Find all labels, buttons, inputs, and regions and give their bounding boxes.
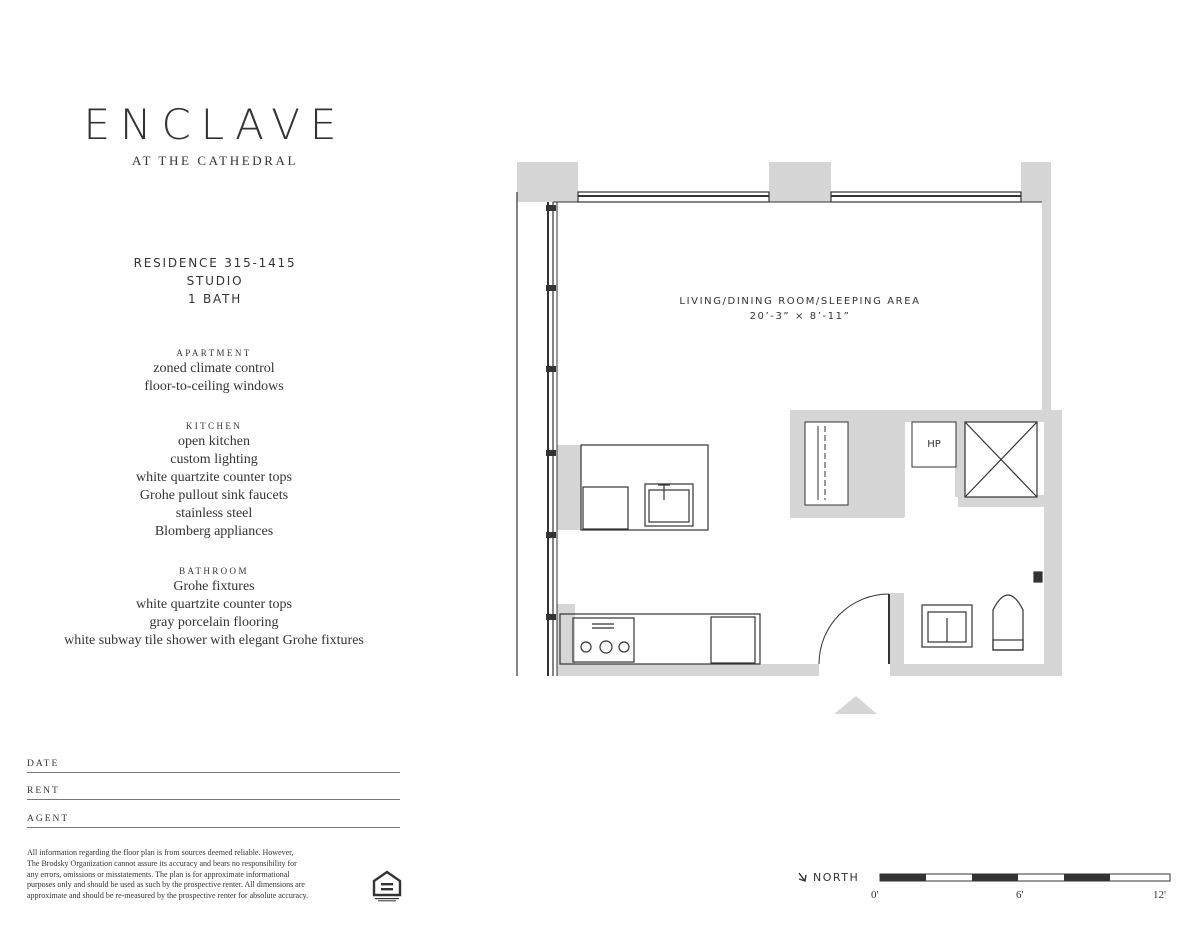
exterior-wall bbox=[1044, 410, 1062, 676]
feature-item: stainless steel bbox=[175, 506, 253, 521]
residence-number: RESIDENCE 315-1415 bbox=[133, 256, 297, 270]
entry-arrow-icon bbox=[834, 696, 877, 714]
feature-item: zoned climate control bbox=[153, 361, 275, 376]
exterior-wall bbox=[1042, 202, 1051, 412]
north-label: NORTH bbox=[813, 871, 860, 884]
disclaimer-line: All information regarding the floor plan is from sources deemed reliable. However, bbox=[27, 848, 294, 857]
disclaimer-line: approximate and should be re-measured by the prospective renter for absolute accuracy. bbox=[27, 891, 309, 901]
room-dimensions: 20’-3” × 8’-11” bbox=[749, 311, 851, 322]
wall-column bbox=[1021, 162, 1051, 202]
scale-bar bbox=[880, 874, 1170, 881]
disclaimer-line: any errors, omissions or misstatements. The plan is for approximate informational bbox=[27, 869, 290, 879]
feature-item: white subway tile shower with elegant Grohe fixtures bbox=[64, 633, 364, 648]
bath-door-jamb bbox=[890, 593, 904, 676]
bathroom-heading: BATHROOM bbox=[179, 566, 249, 576]
bath-partition bbox=[790, 410, 1062, 422]
wall-column bbox=[769, 162, 831, 202]
scale-label-mid: 6' bbox=[1016, 889, 1024, 901]
brand-subtitle: AT THE CATHEDRAL bbox=[131, 153, 299, 168]
kitchen-wall bbox=[557, 445, 581, 530]
disclaimer-line: purposes only and should be used as such by the prospective renter. All dimensions are bbox=[27, 880, 305, 890]
feature-item: white quartzite counter tops bbox=[136, 597, 292, 612]
hp-label: HP bbox=[927, 439, 941, 450]
apartment-heading: APARTMENT bbox=[176, 348, 252, 358]
residence-baths: 1 BATH bbox=[187, 292, 243, 306]
wall-column bbox=[517, 162, 578, 202]
feature-item: Grohe pullout sink faucets bbox=[139, 488, 289, 503]
bathroom-fixtures bbox=[922, 572, 1042, 650]
date-label: DATE bbox=[27, 759, 60, 769]
room-name: LIVING/DINING ROOM/SLEEPING AREA bbox=[679, 296, 921, 307]
bath-partition bbox=[790, 410, 805, 518]
kitchen-island bbox=[581, 445, 708, 530]
kitchen-heading: KITCHEN bbox=[185, 421, 243, 431]
disclaimer-line: The Brodsky Organization cannot assure its accuracy and bears no responsibility for bbox=[27, 858, 297, 868]
brand-title: ENCLAVE bbox=[83, 100, 347, 149]
bottom-wall bbox=[557, 664, 819, 676]
feature-item: open kitchen bbox=[178, 434, 250, 449]
bath-partition bbox=[790, 505, 904, 518]
bath-partition bbox=[895, 422, 905, 517]
scale-label-start: 0' bbox=[871, 889, 879, 901]
feature-item: floor-to-ceiling windows bbox=[144, 379, 284, 394]
shower bbox=[965, 422, 1037, 497]
feature-item: custom lighting bbox=[170, 452, 258, 467]
feature-item: Grohe fixtures bbox=[173, 579, 255, 594]
feature-item: white quartzite counter tops bbox=[136, 470, 292, 485]
feature-item: Blomberg appliances bbox=[154, 524, 274, 539]
bottom-wall bbox=[890, 664, 1062, 676]
entry-door bbox=[819, 594, 889, 664]
kitchen-counter bbox=[560, 614, 760, 664]
residence-type: STUDIO bbox=[186, 274, 244, 288]
scale-label-end: 12' bbox=[1153, 889, 1166, 901]
closet bbox=[805, 422, 848, 505]
agent-label: AGENT bbox=[27, 814, 70, 824]
rent-label: RENT bbox=[27, 786, 60, 796]
north-arrow-icon bbox=[799, 873, 806, 881]
feature-item: gray porcelain flooring bbox=[149, 615, 279, 630]
